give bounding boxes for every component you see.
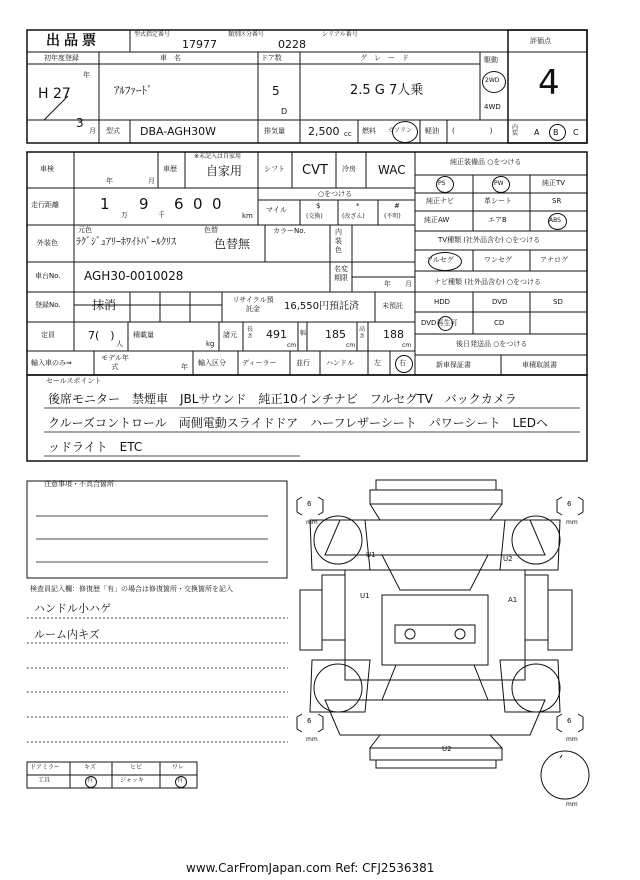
meter-note: ○をつける — [318, 190, 353, 198]
recycle-label: リサイクル預託金 — [232, 296, 274, 313]
displacement-value: 2,500 — [308, 125, 340, 138]
load-label: 積載量 — [133, 331, 154, 339]
exchange-label: (交換) — [306, 213, 323, 220]
legend-cell: ワレ — [172, 764, 185, 771]
interior-grade-c: C — [573, 128, 579, 137]
shift-label: シフト — [264, 165, 285, 173]
damage-mark: U2 — [442, 745, 452, 753]
displacement-unit: cc — [344, 130, 352, 138]
legend-cell: 工具 — [38, 777, 51, 784]
drive-label: 駆動 — [484, 56, 498, 64]
unknown-label: (不明) — [384, 213, 401, 220]
doc-title: 出品票 — [46, 33, 100, 49]
first-reg-month: 3 — [76, 116, 84, 130]
registration-label: 登録No. — [35, 301, 61, 309]
name-change-year: 年 — [384, 280, 391, 288]
drive-4wd: 4WD — [484, 103, 501, 111]
equip-pw: PW — [494, 180, 504, 187]
color-change-value: 色替無 — [214, 237, 251, 251]
legend-cell: ジャッキ — [120, 777, 144, 784]
height-unit: cm — [402, 342, 412, 349]
star-mark: * — [356, 202, 360, 210]
import-label: 輸入車のみ⇒ — [31, 359, 72, 367]
notice-label: 注意事項・不具合箇所 — [44, 480, 114, 488]
height-value: 188 — [383, 328, 404, 341]
parallel-label: 並行 — [296, 359, 310, 367]
grade-label: グ レ ー ド — [360, 54, 409, 62]
km-unit: km — [242, 212, 253, 220]
tv-type-title: TV種類 (社外品含む) ○をつける — [438, 236, 541, 244]
handle-left: 左 — [374, 359, 381, 367]
legend-cell: 有 — [177, 777, 184, 784]
recycle-value: 16,550円預託済 — [284, 301, 359, 312]
grade-value: 2.5 G 7人乗 — [350, 83, 424, 98]
dollar-mark: $ — [316, 202, 321, 210]
hash-mark: # — [394, 202, 400, 210]
category-value: 0228 — [278, 38, 306, 51]
mileage-digit: 0 — [212, 195, 223, 213]
inspection-label: 車検 — [40, 165, 54, 173]
orig-color-label: 元色 — [78, 226, 92, 234]
ac-label: 冷房 — [342, 165, 356, 173]
tv-type-option: アナログ — [540, 256, 568, 264]
mile-label: マイル — [266, 206, 287, 214]
sales-point-line: ッドライト ETC — [48, 440, 143, 454]
inspection-year-unit: 年 — [106, 177, 113, 185]
doors-value: 5 — [272, 84, 280, 98]
tampered-label: (改ざん) — [342, 213, 365, 220]
recycle-other: 未預託 — [382, 302, 403, 310]
model-year-unit: 年 — [181, 363, 188, 371]
tread-unit: mm — [566, 736, 578, 743]
tv-type-option: フルセグ — [426, 256, 454, 264]
equip-leather: 革シート — [484, 197, 512, 205]
car-name-label: 車 名 — [160, 54, 181, 62]
nav-type-option: SD — [553, 298, 563, 306]
model-year-label: モデル年式 — [101, 354, 129, 371]
damage-mark: A1 — [508, 596, 518, 604]
interior-grade-b: B — [553, 128, 559, 137]
nav-type-option: DVD — [492, 298, 508, 306]
mileage-digit: 0 — [193, 195, 204, 213]
inspector-label: 検査員記入欄：修復歴「有」の場合は修復箇所・交換箇所を記入 — [30, 585, 233, 593]
fuel-other: ( ) — [452, 127, 493, 135]
sales-point-line: クルーズコントロール 両側電動スライドドア ハーフレザーシート パワーシート LEDヘ — [48, 416, 549, 430]
displacement-label: 排気量 — [264, 127, 285, 135]
tread-unit: mm — [306, 736, 318, 743]
score-value: 4 — [538, 63, 560, 103]
ext-color-value: ﾗｸﾞｼﾞｭｱﾘｰﾎﾜｲﾄﾊﾟｰﾙｸﾘｽ — [76, 237, 176, 248]
door-type: D — [281, 107, 288, 116]
dealer-label: ディーラー — [242, 359, 277, 367]
name-change-month: 月 — [405, 280, 412, 288]
name-change-label: 名変期限 — [334, 265, 348, 282]
score-label: 評価点 — [530, 37, 551, 45]
width-label: 幅 — [300, 330, 307, 337]
legend-cell: キズ — [84, 764, 96, 771]
tread-value: 6 — [307, 500, 312, 508]
tread-value: 6 — [307, 717, 312, 725]
interior-color-label: 内装色 — [335, 228, 342, 254]
person-unit: 人 — [116, 340, 123, 348]
tread-value: 6 — [567, 717, 572, 725]
nav-type-option: HDD — [434, 298, 451, 306]
type-label: 型式 — [106, 127, 120, 135]
ext-color-label: 外装色 — [37, 239, 58, 247]
later-doc-item: 新車保証書 — [436, 361, 471, 369]
shift-value: CVT — [302, 163, 328, 178]
damage-mark: U2 — [503, 555, 513, 563]
tread-value: 6 — [567, 500, 572, 508]
model-designation-value: 17977 — [182, 38, 217, 51]
fuel-label: 燃料 — [362, 127, 376, 135]
spare-tread-unit: mm — [566, 801, 578, 808]
interior-label: 内装 — [512, 124, 519, 137]
first-reg-era: H 27 — [38, 86, 71, 102]
sales-point-line: 後席モニター 禁煙車 JBLサウンド 純正10インチナビ フルセグTV バックカメラ — [48, 392, 517, 406]
mileage-label: 走行距離 — [31, 201, 59, 209]
legend-cell: ヒビ — [130, 764, 143, 771]
import-class-label: 輸入区分 — [198, 359, 226, 367]
equip-airbag: エアB — [488, 216, 507, 224]
interior-grade-a: A — [534, 128, 540, 137]
dims-label: 諸元 — [223, 331, 237, 339]
equip-nav: 純正ナビ — [426, 197, 454, 205]
height-label: 高さ — [359, 326, 366, 340]
first-reg-label: 初年度登録 — [44, 54, 79, 62]
sales-point-label: セールスポイント — [46, 377, 102, 385]
equip-tv: 純正TV — [542, 179, 566, 187]
mileage-digit: 6 — [174, 195, 185, 213]
usage-label: 車歴 — [163, 165, 177, 173]
month-unit: 月 — [89, 127, 96, 135]
width-value: 185 — [325, 328, 346, 341]
legend-cell: ドアミラー — [30, 764, 60, 771]
capacity-value: 7( ) — [88, 329, 115, 342]
width-unit: cm — [346, 342, 356, 349]
equip-sr: SR — [552, 197, 562, 205]
usage-value: 自家用 — [206, 164, 243, 178]
color-no-label: カラーNo. — [273, 227, 306, 235]
inspector-entry: ハンドル小ハゲ — [34, 602, 111, 615]
equipment-title: 純正装備品 ○をつける — [450, 158, 522, 166]
fuel-value: ガソリン — [388, 127, 413, 134]
serial-label: シリアル番号 — [322, 31, 358, 38]
handle-label: ハンドル — [326, 359, 354, 367]
registration-value: 抹消 — [92, 298, 117, 312]
ac-value: WAC — [378, 163, 406, 177]
kg-unit: kg — [206, 340, 215, 348]
damage-mark: U1 — [366, 551, 376, 559]
length-unit: cm — [287, 342, 297, 349]
later-doc-item: 車積取説書 — [522, 361, 557, 369]
nav-type-option: DVD再生可 — [421, 319, 458, 327]
tread-unit: mm — [306, 519, 318, 526]
usage-note: ※未記入は自家用 — [194, 153, 242, 160]
capacity-label: 定員 — [41, 331, 55, 339]
inspector-entry: ルーム内キズ — [34, 628, 100, 641]
color-change-label: 色替 — [204, 226, 218, 234]
tv-type-option: ワンセグ — [484, 256, 512, 264]
handle-right: 右 — [399, 359, 406, 367]
legend-cell: 有 — [87, 777, 94, 784]
equip-ps: PS — [438, 180, 446, 187]
equip-aw: 純正AW — [424, 216, 450, 224]
car-name: ｱﾙﾌｧｰﾄﾞ — [114, 84, 153, 97]
length-label: 長さ — [247, 326, 254, 340]
nav-type-title: ナビ種類 (社外品含む) ○をつける — [434, 278, 542, 286]
later-docs-title: 後日発送品 ○をつける — [456, 340, 528, 348]
inspection-month-unit: 月 — [148, 177, 155, 185]
nav-type-option: CD — [494, 319, 505, 327]
doors-label: ドア数 — [261, 54, 282, 62]
year-unit: 年 — [83, 71, 90, 79]
damage-mark: U1 — [360, 592, 370, 600]
light-oil-label: 軽油 — [425, 127, 439, 135]
equip-abs: ABS — [549, 217, 561, 224]
sen-unit: 千 — [158, 211, 165, 219]
man-unit: 万 — [121, 211, 128, 219]
category-label: 類別区分番号 — [228, 31, 265, 38]
tread-unit: mm — [566, 519, 578, 526]
model-designation-label: 型式指定番号 — [134, 31, 171, 38]
chassis-value: AGH30-0010028 — [84, 269, 184, 283]
mileage-digit: 9 — [139, 195, 150, 213]
mileage-digit: 1 — [100, 195, 111, 213]
chassis-label: 車台No. — [35, 272, 61, 280]
drive-2wd: 2WD — [485, 77, 500, 84]
footer-watermark: www.CarFromJapan.com Ref: CFJ2536381 — [186, 861, 435, 875]
type-value: DBA-AGH30W — [140, 125, 217, 138]
length-value: 491 — [266, 328, 287, 341]
